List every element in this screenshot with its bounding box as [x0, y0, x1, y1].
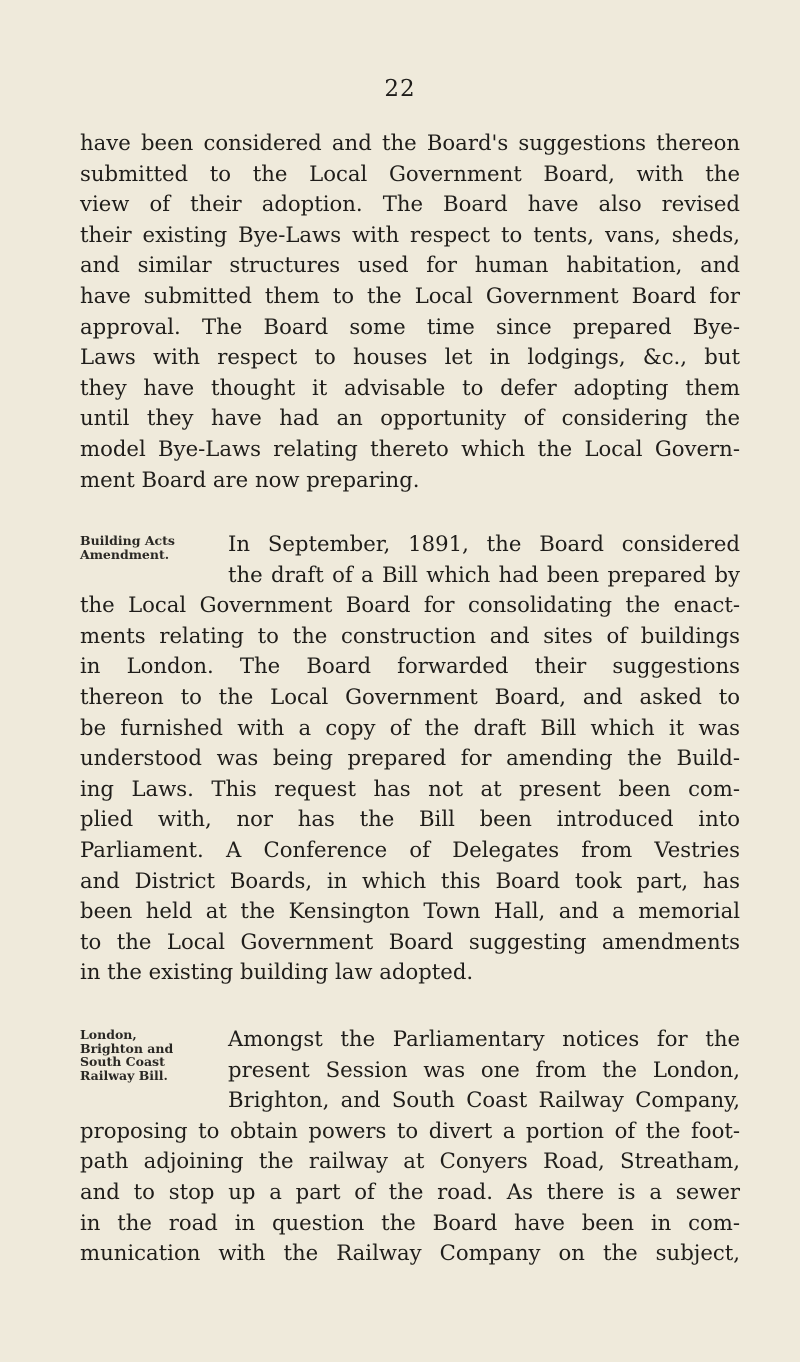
text-line: and to stop up a part of the road. As there is a sewer: [80, 1178, 740, 1204]
margin-note-line: Amendment.: [80, 546, 170, 562]
text-line: view of their adoption. The Board have also revised: [80, 191, 740, 217]
text-line: submitted to the Local Government Board, with the: [80, 160, 740, 186]
text-line: have submitted them to the Local Government Board for: [80, 282, 740, 308]
text-line: model Bye-Laws relating thereto which the Local Govern-: [80, 435, 740, 461]
text-line: Brighton, and South Coast Railway Company,: [228, 1087, 740, 1113]
margin-note-line: Railway Bill.: [80, 1067, 168, 1083]
margin-note-line: Building Acts: [80, 533, 175, 548]
text-line: the Local Government Board for consolidating the enact-: [80, 592, 740, 618]
page-number: 22: [384, 76, 416, 102]
text-line: approval. The Board some time since prepared Bye-: [80, 313, 740, 339]
text-line: plied with, nor has the Bill been introduced into: [80, 806, 740, 832]
text-line: until they have had an opportunity of considering the: [80, 405, 740, 431]
text-line: In September, 1891, the Board considered: [228, 531, 740, 556]
text-line: their existing Bye-Laws with respect to tents, vans, sheds,: [80, 221, 740, 247]
text-line: munication with the Railway Company on the subject,: [80, 1240, 740, 1266]
text-line: in the existing building law adopted.: [80, 959, 474, 985]
text-line: to the Local Government Board suggesting amendments: [80, 928, 740, 954]
text-line: in London. The Board forwarded their suggestions: [80, 653, 740, 679]
text-line: be furnished with a copy of the draft Bill which it was: [80, 714, 740, 740]
text-line: and similar structures used for human habitation, and: [80, 252, 740, 278]
text-line: understood was being prepared for amending the Build-: [80, 745, 740, 771]
text-line: Amongst the Parliamentary notices for the: [228, 1026, 740, 1051]
text-line: proposing to obtain powers to divert a portion of the foot-: [80, 1117, 740, 1143]
text-line: thereon to the Local Government Board, and asked to: [80, 683, 740, 709]
text-line: Laws with respect to houses let in lodgings, &c., but: [80, 344, 740, 370]
text-line: have been considered and the Board's suggestions thereon: [80, 130, 740, 155]
text-line: ments relating to the construction and sites of buildings: [80, 622, 740, 648]
paragraph-2: [80, 529, 740, 988]
margin-note-line: South Coast: [80, 1054, 165, 1069]
paragraph-1: [80, 128, 740, 495]
text-line: present Session was one from the London,: [228, 1056, 740, 1082]
text-line: they have thought it advisable to defer adopting them: [80, 374, 740, 400]
text-line: ment Board are now preparing.: [80, 466, 420, 492]
paragraph-3: [80, 1024, 740, 1269]
text-line: in the road in question the Board have been in com-: [80, 1209, 740, 1235]
margin-note-line: Brighton and: [80, 1040, 174, 1056]
margin-note-line: London,: [80, 1027, 137, 1042]
text-line: ing Laws. This request has not at present been com-: [80, 775, 740, 801]
text-line: been held at the Kensington Town Hall, and a memorial: [80, 898, 740, 924]
text-line: path adjoining the railway at Conyers Road, Streatham,: [80, 1148, 740, 1174]
text-line: the draft of a Bill which had been prepared by: [228, 561, 740, 587]
text-line: Parliament. A Conference of Delegates from Vestries: [80, 836, 740, 862]
text-line: and District Boards, in which this Board took part, has: [80, 867, 740, 893]
